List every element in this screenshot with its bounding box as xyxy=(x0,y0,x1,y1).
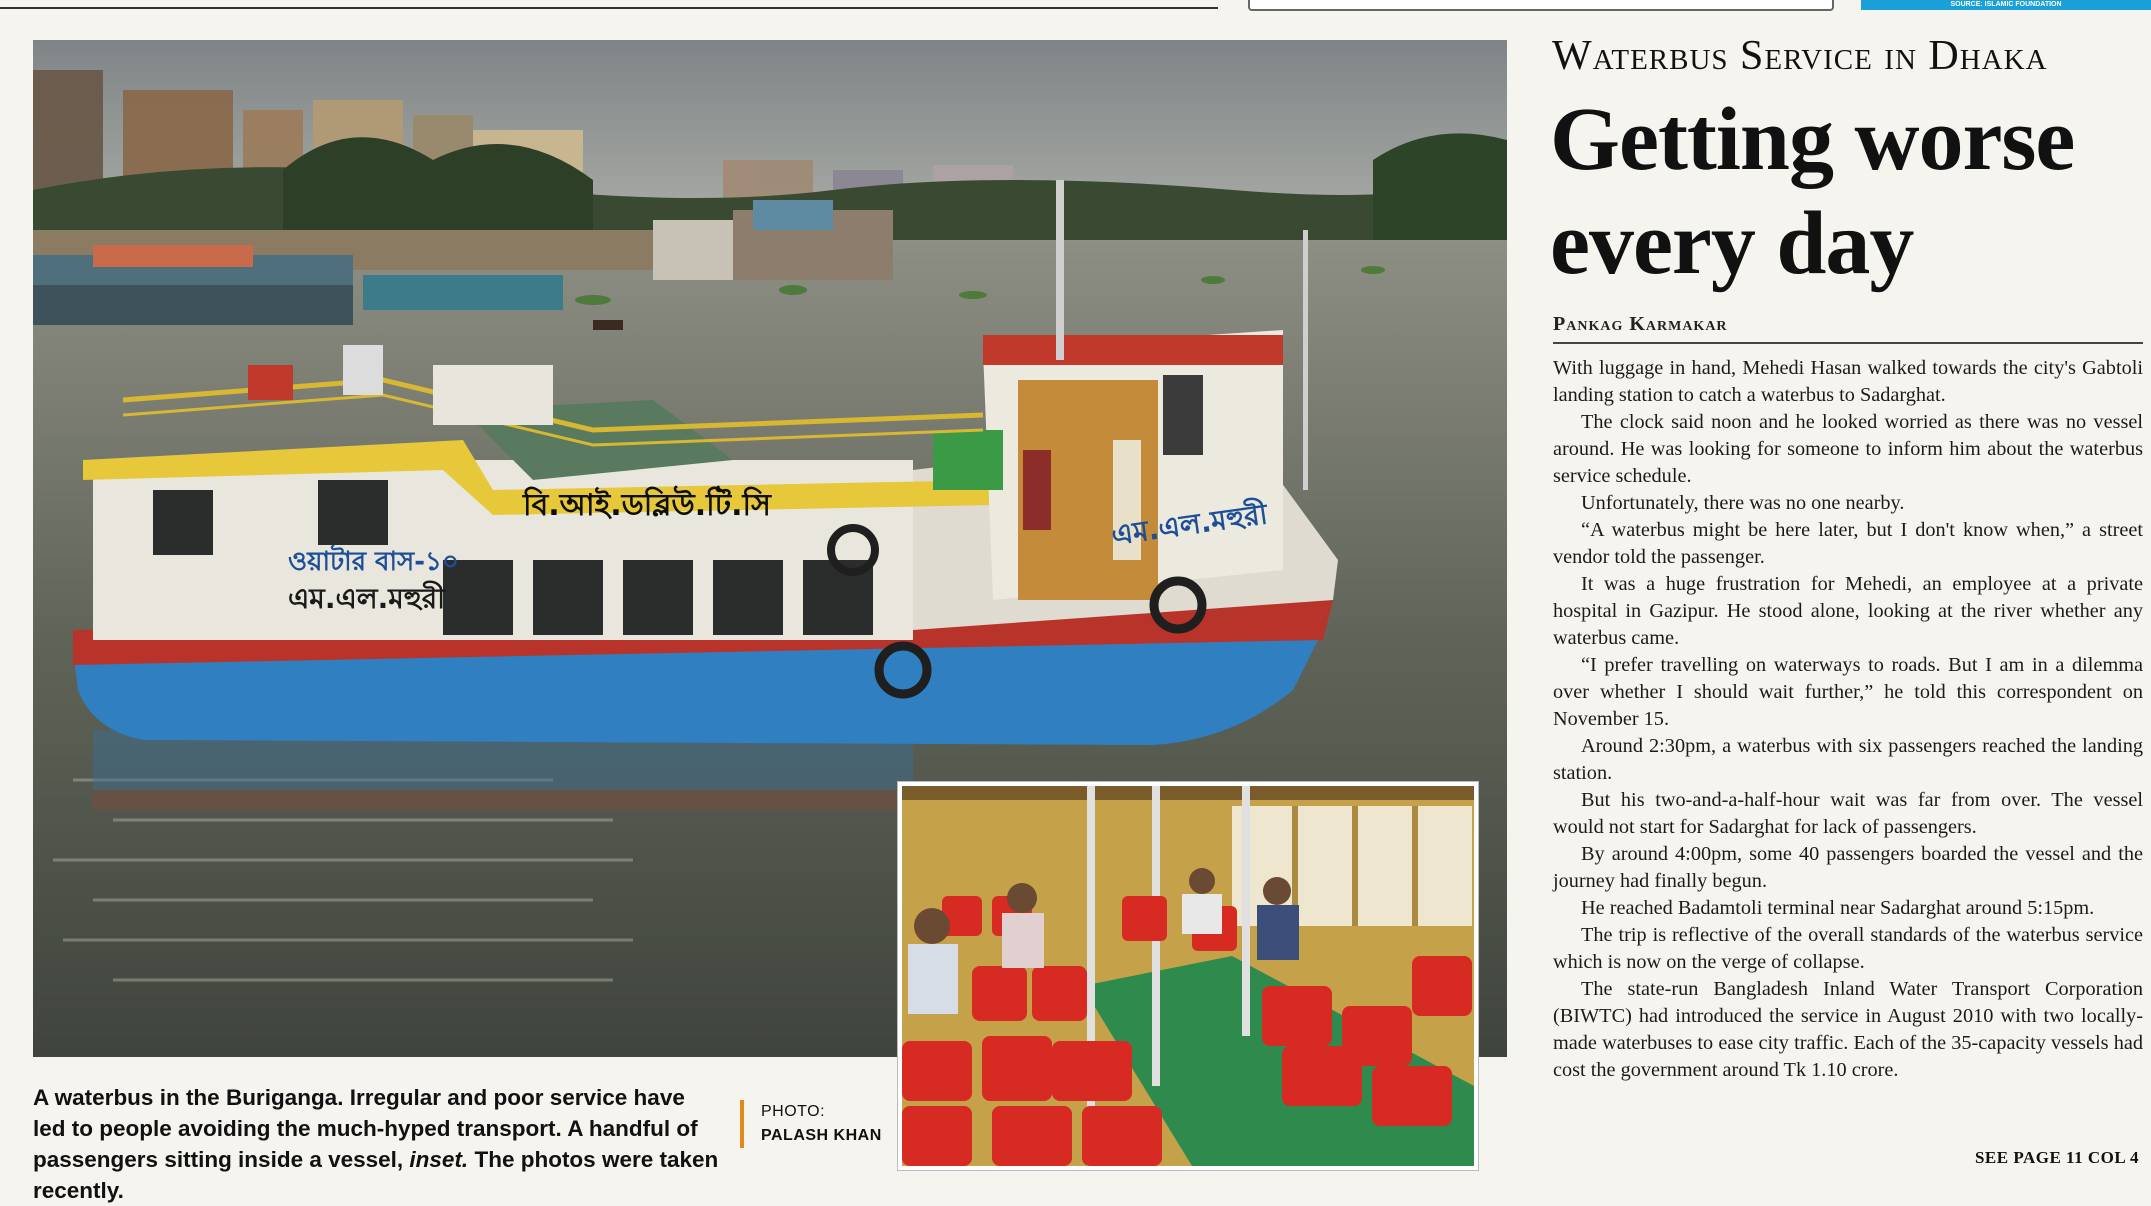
article-paragraph: He reached Badamtoli terminal near Sadarghat around 5:15pm. xyxy=(1581,897,2095,919)
inset-photo xyxy=(898,782,1478,1170)
caption-main: A waterbus in the Buriganga. Irregular and poor service have led to people avoiding the much-hyped transport. A handful of passengers sitting inside a vessel, xyxy=(33,1085,698,1172)
article-paragraph: By around 4:00pm, some 40 passengers boarded the vessel and the journey had finally begun. xyxy=(1553,843,2143,892)
article-headline: Getting worse every day xyxy=(1550,90,2075,293)
photo-credit-label: PHOTO: xyxy=(761,1103,826,1120)
article-paragraph: With luggage in hand, Mehedi Hasan walked towards the city's Gabtoli landing station to catch a waterbus to Sadarghat. xyxy=(1553,357,2143,406)
article-paragraph: “I prefer travelling on waterways to roads. But I am in a dilemma over whether I should wait further,” he told this correspondent on November 15. xyxy=(1553,654,2143,730)
boat-sign-left-1: ওয়াটার বাস-১০ xyxy=(288,547,459,577)
photo-credit-name: PALASH KHAN xyxy=(761,1127,882,1144)
caption-inset-word: inset. xyxy=(409,1147,469,1172)
article-paragraph: “A waterbus might be here later, but I don't know when,” a street vendor told the passenger. xyxy=(1553,519,2143,568)
article-paragraph: Around 2:30pm, a waterbus with six passengers reached the landing station. xyxy=(1553,735,2143,784)
top-box xyxy=(1248,0,1834,11)
boat-sign-bow: এম.এল.মহুরী xyxy=(1109,497,1270,552)
article-body xyxy=(1553,355,2143,1084)
article-paragraph: Unfortunately, there was no one nearby. xyxy=(1581,492,1905,514)
article-paragraph: The trip is reflective of the overall standards of the waterbus service which is now on the verge of collapse. xyxy=(1553,924,2143,973)
article-paragraph: It was a huge frustration for Mehedi, an employee at a private hospital in Gazipur. He stood alone, looking at the river whether any waterbus came. xyxy=(1553,573,2143,649)
article-paragraph: The state-run Bangladesh Inland Water Transport Corporation (BIWTC) had introduced the service in August 2010 with two locally-made waterbuses to ease city traffic. Each of the 35-capacity vessels had cost the government around Tk 1.10 crore. xyxy=(1553,978,2143,1081)
continued-link[interactable]: SEE PAGE 11 COL 4 xyxy=(1974,1148,2139,1167)
photo-credit xyxy=(740,1100,882,1148)
caption-tail: The photos were taken recently. xyxy=(33,1147,719,1203)
top-rule xyxy=(0,7,1218,9)
boat-sign-top: বি.আই.ডব্লিউ.টি.সি xyxy=(523,488,771,523)
article-byline: Pankag Karmakar xyxy=(1553,313,2143,344)
source-strip: SOURCE: ISLAMIC FOUNDATION xyxy=(1861,0,2151,10)
article-paragraph: But his two-and-a-half-hour wait was far from over. The vessel would not start for Sadarghat for lack of passengers. xyxy=(1553,789,2143,838)
article-kicker: Waterbus Service in Dhaka xyxy=(1552,33,2048,79)
boat-sign-left-2: এম.এল.মহুরী xyxy=(288,582,446,615)
photo-caption xyxy=(33,1082,723,1206)
article-paragraph: The clock said noon and he looked worried as there was no vessel around. He was looking for someone to inform him about the waterbus service schedule. xyxy=(1553,411,2143,487)
